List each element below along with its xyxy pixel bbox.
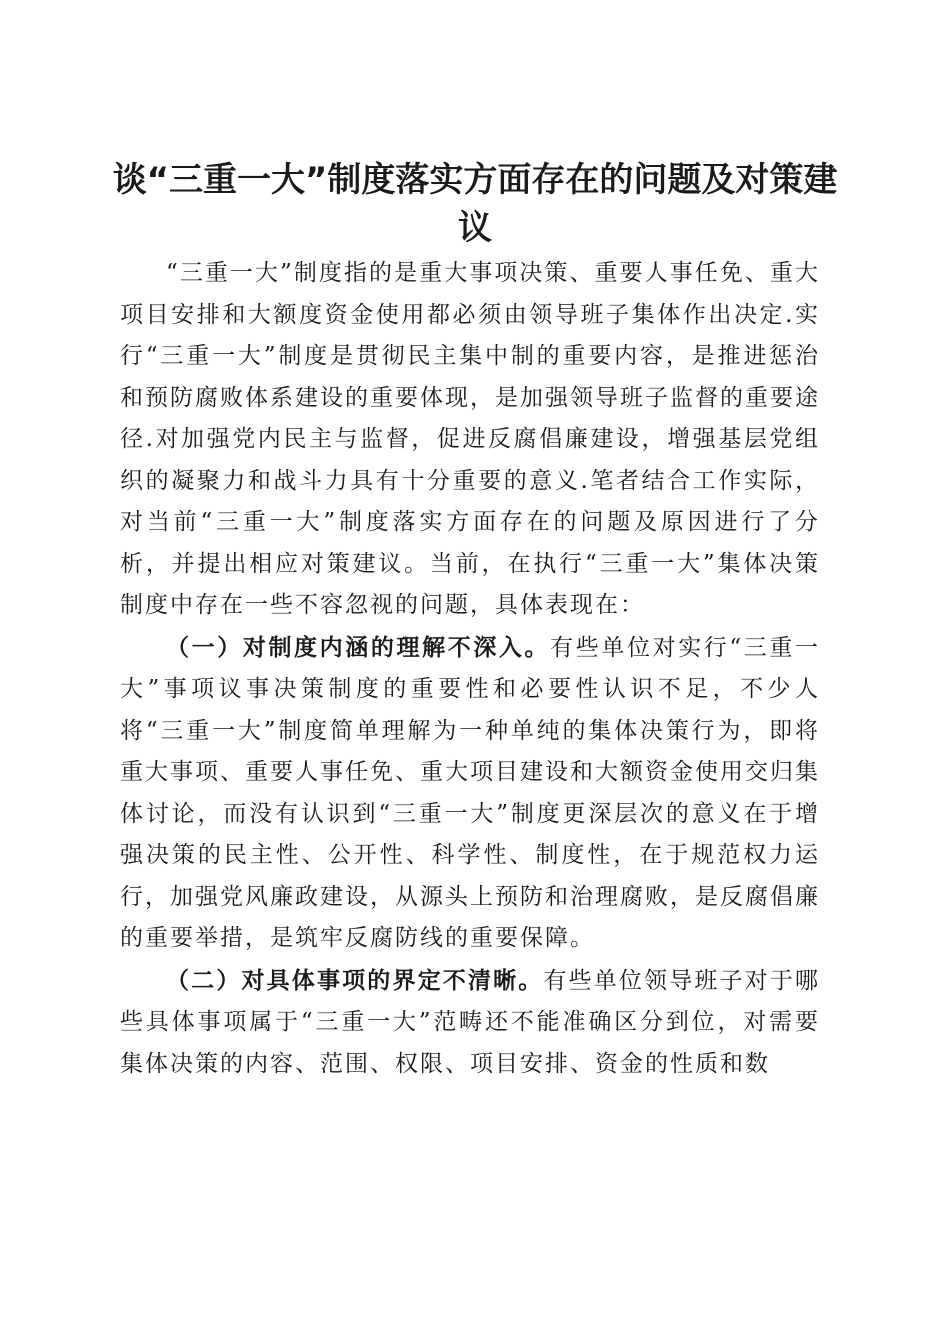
section-heading: （一）对制度内涵的理解不深入。	[166, 633, 551, 661]
paragraph-section-1	[120, 627, 820, 960]
section-heading: （二）对具体事项的界定不清晰。	[166, 966, 544, 994]
paragraph-section-2	[120, 960, 820, 1086]
document-title: 谈“三重一大”制度落实方面存在的问题及对策建议	[112, 159, 838, 248]
paragraph-text: 有些单位对实行“三重一大”事项议事决策制度的重要性和必要性认识不足，不少人将“三重一大”制度简单理解为一种单纯的集体决策行为，即将重大事项、重要人事任免、重大项目建设和大额资金使用交归集体讨论，而没有认识到“三重一大”制度更深层次的意义在于增强决策的民主性、公开性、科学性、制度性，在于规范权力运行，加强党风廉政建设，从源头上预防和治理腐败，是反腐倡廉的重要举措，是筑牢反腐防线的重要保障。	[120, 634, 820, 951]
paragraph-text: “三重一大”制度指的是重大事项决策、重要人事任免、重大项目安排和大额度资金使用都必须由领导班子集体作出决定.实行“三重一大”制度是贯彻民主集中制的重要内容，是推进惩治和预防腐败体系建设的重要体现，是加强领导班子监督的重要途径.对加强党内民主与监督，促进反腐倡廉建设，增强基层党组织的凝聚力和战斗力具有十分重要的意义.笔者结合工作实际，对当前“三重一大”制度落实方面存在的问题及原因进行了分析，并提出相应对策建议。当前，在执行“三重一大”集体决策制度中存在一些不容忽视的问题，具体表现在：	[120, 260, 820, 618]
paragraph-text: 有些单位领导班子对于哪些具体事项属于“三重一大”范畴还不能准确区分到位，对需要集体决策的内容、范围、权限、项目安排、资金的性质和数	[120, 967, 821, 1077]
document-body	[120, 253, 820, 1085]
paragraph-intro	[120, 253, 820, 627]
